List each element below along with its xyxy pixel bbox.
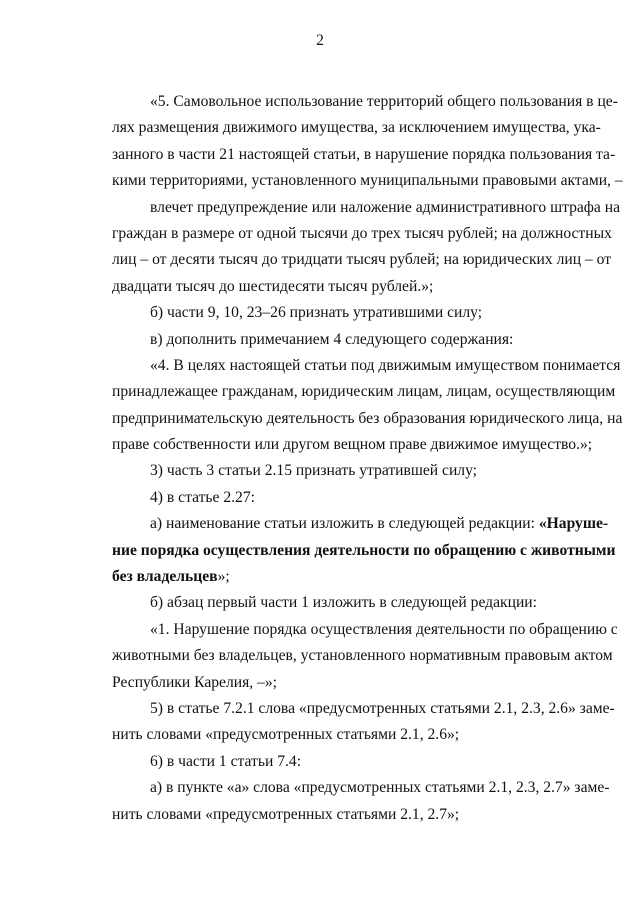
text-line xyxy=(112,564,600,590)
text-line: лиц – от десяти тысяч до тридцати тысяч рублей; на юридических лиц – от xyxy=(112,251,612,269)
text-line: нить словами «предусмотренных статьями 2.1, 2.6»; xyxy=(112,726,460,744)
text-line: двадцати тысяч до шестидесяти тысяч рублей.»; xyxy=(112,277,434,295)
text-line: ние порядка осуществления деятельности по обращению с животными xyxy=(112,541,616,559)
text-line-bold: «Наруше- xyxy=(538,515,609,533)
page-number: 2 xyxy=(316,32,324,49)
text-line: в) дополнить примечанием 4 следующего содержания: xyxy=(150,330,514,348)
document-body xyxy=(112,89,623,828)
text-line: предпринимательскую деятельность без образования юридического лица, на xyxy=(112,409,623,427)
text-line-normal: а) наименование статьи изложить в следующей редакции: xyxy=(150,515,539,533)
text-line: нить словами «предусмотренных статьями 2.1, 2.7»; xyxy=(112,805,460,823)
text-line: «1. Нарушение порядка осуществления деятельности по обращению с xyxy=(150,620,618,638)
text-line: 6) в части 1 статьи 7.4: xyxy=(150,752,302,770)
text-line: а) в пункте «а» слова «предусмотренных статьями 2.1, 2.3, 2.7» заме- xyxy=(150,779,610,797)
text-line: б) части 9, 10, 23–26 признать утратившими силу; xyxy=(150,304,483,322)
text-line xyxy=(112,511,609,537)
text-line: праве собственности или другом вещном праве движимое имущество.»; xyxy=(112,436,593,454)
text-line: граждан в размере от одной тысячи до трех тысяч рублей; на должностных xyxy=(112,224,612,242)
text-line: животными без владельцев, установленного нормативным правовым актом xyxy=(112,647,613,665)
text-line: лях размещения движимого имущества, за исключением имущества, ука- xyxy=(112,119,601,137)
text-line: кими территориями, установленного муниципальными правовыми актами, – xyxy=(112,172,623,190)
text-line: Республики Карелия, –»; xyxy=(112,673,277,691)
text-line: занного в части 21 настоящей статьи, в нарушение порядка пользования та- xyxy=(112,145,616,163)
text-line: «5. Самовольное использование территорий общего пользования в це- xyxy=(150,93,618,110)
text-line: влечет предупреждение или наложение административного штрафа на xyxy=(150,198,620,216)
text-line-bold: без владельцев xyxy=(112,568,218,586)
text-line: принадлежащее гражданам, юридическим лицам, лицам, осуществляющим xyxy=(112,383,616,401)
text-line: 4) в статье 2.27: xyxy=(150,488,255,506)
text-line: 5) в статье 7.2.1 слова «предусмотренных статьями 2.1, 2.3, 2.6» заме- xyxy=(150,699,615,717)
text-line: б) абзац первый части 1 изложить в следующей редакции: xyxy=(150,594,537,612)
text-line: «4. В целях настоящей статьи под движимым имуществом понимается xyxy=(150,356,621,374)
text-line-normal: »; xyxy=(217,568,230,586)
text-line: 3) часть 3 статьи 2.15 признать утратившей силу; xyxy=(150,462,478,480)
